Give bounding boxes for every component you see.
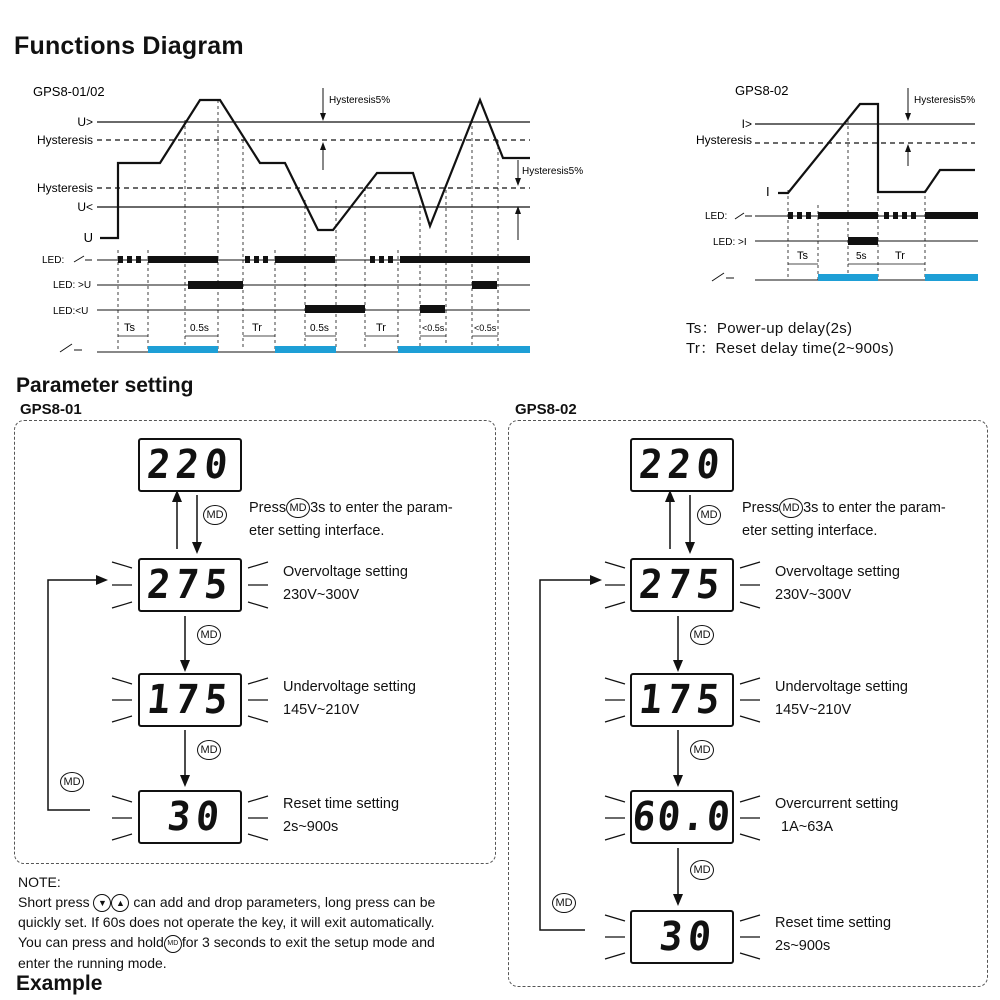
undervoltage-setting-text: Undervoltage setting 145V~210V [283,679,416,718]
lcd-screen-overvoltage-2: 275 [630,558,734,612]
lcd-screen-overvoltage: 275 [138,558,242,612]
interval-ts: Ts [124,322,135,334]
label-i: I [766,184,770,199]
panel-01-flow-arrows [0,420,500,865]
interval-lt05s-1: <0.5s [422,323,445,333]
md-button-icon[interactable]: MD [552,893,576,913]
lcd-screen-overcurrent: 60.0 [630,790,734,844]
md-button-icon[interactable]: MD [164,935,182,953]
overvoltage-setting-text: Overvoltage setting 230V~300V [283,564,408,603]
led-relay-label-2: LED: [705,211,728,222]
interval-5s: 5s [856,251,867,262]
overcurrent-setting-text: Overcurrent setting 1A~63A [775,796,899,835]
undervoltage-setting-text-2: Undervoltage setting 145V~210V [775,679,908,718]
lcd-screen-undervoltage-2: 175 [630,673,734,727]
lcd-screen-undervoltage: 175 [138,673,242,727]
down-button-icon[interactable]: ▼ [93,894,111,912]
lcd-screen-reset-time-2: 30 [630,910,734,964]
md-inline-icon: MD [779,498,803,518]
panel-model-02: GPS8-02 [515,401,577,418]
up-button-icon[interactable]: ▲ [111,894,129,912]
label-hysteresis-r: Hysteresis [695,133,752,147]
label-i-over: I> [741,117,752,131]
label-hysteresis-2: Hysteresis [36,181,93,195]
interval-ts-r: Ts [797,250,808,262]
label-u: U [83,230,93,245]
interval-05s-1: 0.5s [190,323,209,334]
md-button-icon[interactable]: MD [690,860,714,880]
led-over-label-2: LED: >I [713,237,747,248]
md-inline-icon: MD [286,498,310,518]
legend-tr: Tr：Reset delay time(2~900s) [686,340,895,357]
legend-ts: Ts：Power-up delay(2s) [686,320,853,337]
note-heading: NOTE: [18,874,61,890]
overvoltage-setting-text-2: Overvoltage setting 230V~300V [775,564,900,603]
lcd-screen-reset-time: 30 [138,790,242,844]
panel-model-01: GPS8-01 [20,401,82,418]
section-title-example: Example [16,972,103,995]
md-button-icon[interactable]: MD [203,505,227,525]
note-block: NOTE: Short press ▼ ▲ can add and drop parameters, long press can be quickly set. If 60s does not operate the key, it will exit automatically. You can press and hold MD for 3 seconds to exit the setup mode and enter the running mode. [18,874,436,971]
lcd-screen-home-2: 220 [630,438,734,492]
md-button-icon[interactable]: MD [197,625,221,645]
md-button-icon[interactable]: MD [697,505,721,525]
interval-tr-r: Tr [895,250,905,262]
led-relay-label: LED: [42,255,65,266]
md-button-icon[interactable]: MD [60,772,84,792]
page-title: Functions Diagram [14,32,244,60]
interval-lt05s-2: <0.5s [474,323,497,333]
md-button-icon[interactable]: MD [197,740,221,760]
timing-model-label-2: GPS8-02 [735,83,789,98]
led-over-label: LED: >U [53,280,92,291]
current-waveform [778,104,975,193]
timing-diagram-gps8-01-02 [0,70,584,370]
hysteresis-right-label: Hysteresis5% [522,166,584,177]
hysteresis-top-label: Hysteresis5% [329,95,391,106]
voltage-waveform [100,100,530,238]
interval-05s-2: 0.5s [310,323,329,334]
lcd-screen-home: 220 [138,438,242,492]
press-md-instruction: Press MD 3s to enter the param- eter setting interface. [249,500,453,539]
md-button-icon[interactable]: MD [690,740,714,760]
press-md-instruction-2: Press MD 3s to enter the param- eter setting interface. [742,500,946,539]
section-title-parameter: Parameter setting [16,374,194,397]
label-u-under: U< [77,200,93,214]
timing-model-label: GPS8-01/02 [33,84,105,99]
led-under-label: LED:<U [53,306,89,317]
reset-time-setting-text: Reset time setting 2s~900s [283,796,400,835]
interval-tr-1: Tr [252,322,262,334]
label-hysteresis-1: Hysteresis [36,133,93,147]
timing-diagram-gps8-02 [680,70,980,290]
md-button-icon[interactable]: MD [690,625,714,645]
hysteresis-top-label-2: Hysteresis5% [914,95,976,106]
reset-time-setting-text-2: Reset time setting 2s~900s [775,915,892,954]
label-u-over: U> [77,115,93,129]
interval-tr-2: Tr [376,322,386,334]
